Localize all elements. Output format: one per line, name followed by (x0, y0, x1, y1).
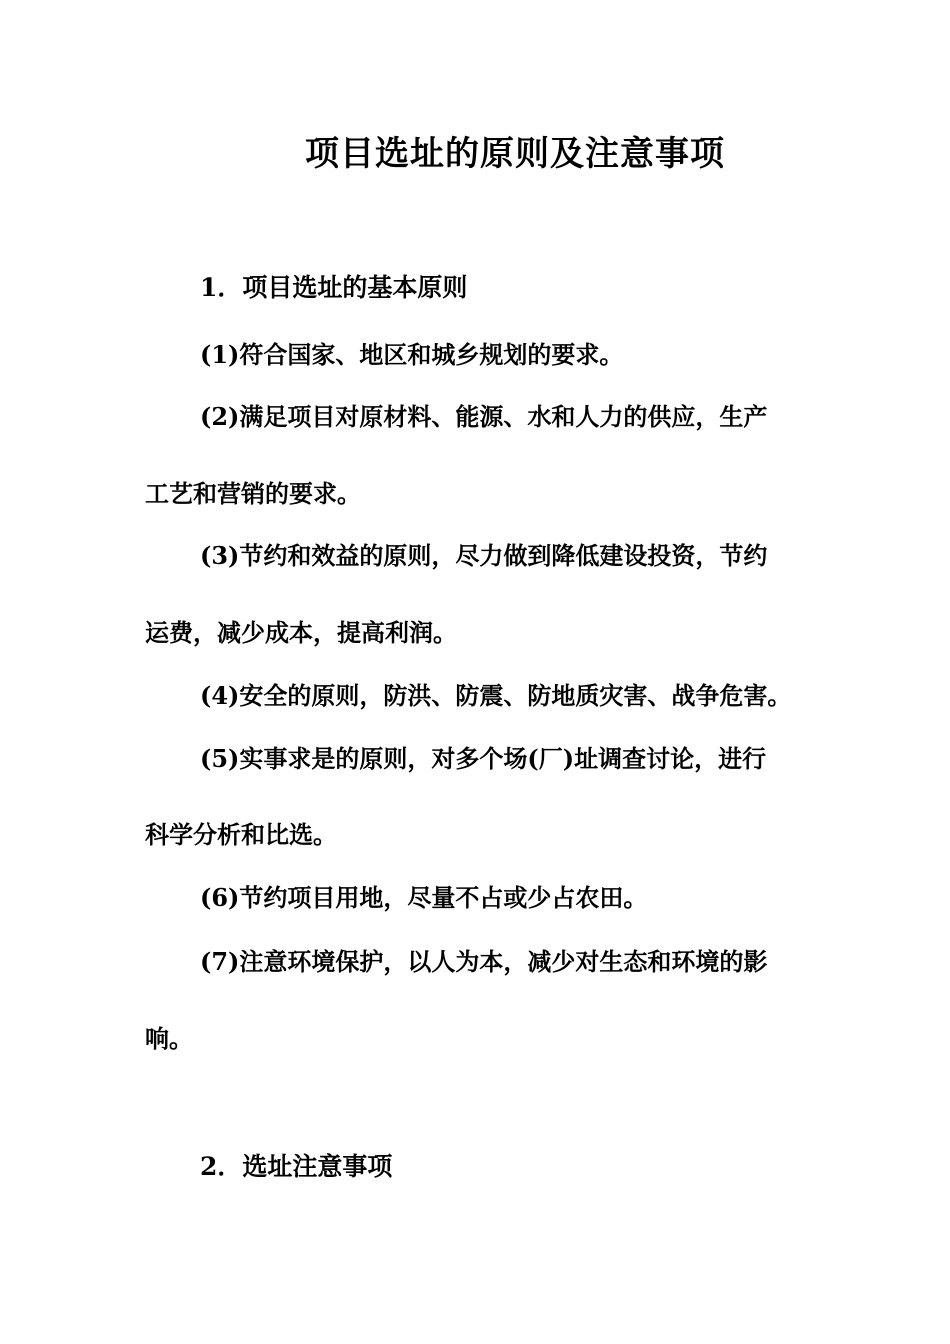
principle-3-line-2: 运费，减少成本，提高利润。 (145, 618, 457, 647)
document-title: 项目选址的原则及注意事项 (305, 134, 725, 174)
principle-5-line-2: 科学分析和比选。 (145, 820, 337, 849)
principle-6-line-1: (6)节约项目用地，尽量不占或少占农田。 (200, 883, 648, 912)
principle-2-line-2: 工艺和营销的要求。 (145, 479, 361, 508)
principle-2-line-1: (2)满足项目对原材料、能源、水和人力的供应，生产 (200, 402, 768, 431)
principle-4-line-1: (4)安全的原则，防洪、防震、防地质灾害、战争危害。 (200, 681, 792, 710)
principle-1-line-1: (1)符合国家、地区和城乡规划的要求。 (200, 340, 624, 369)
principle-3-line-1: (3)节约和效益的原则，尽力做到降低建设投资，节约 (200, 541, 768, 570)
principle-7-line-2: 响。 (145, 1024, 193, 1053)
section-heading-1: 1．项目选址的基本原则 (200, 273, 468, 302)
principle-7-line-1: (7)注意环境保护，以人为本，减少对生态和环境的影 (200, 947, 768, 976)
section-heading-2: 2．选址注意事项 (200, 1152, 393, 1181)
principle-5-line-1: (5)实事求是的原则，对多个场(厂)址调查讨论，进行 (200, 744, 767, 773)
